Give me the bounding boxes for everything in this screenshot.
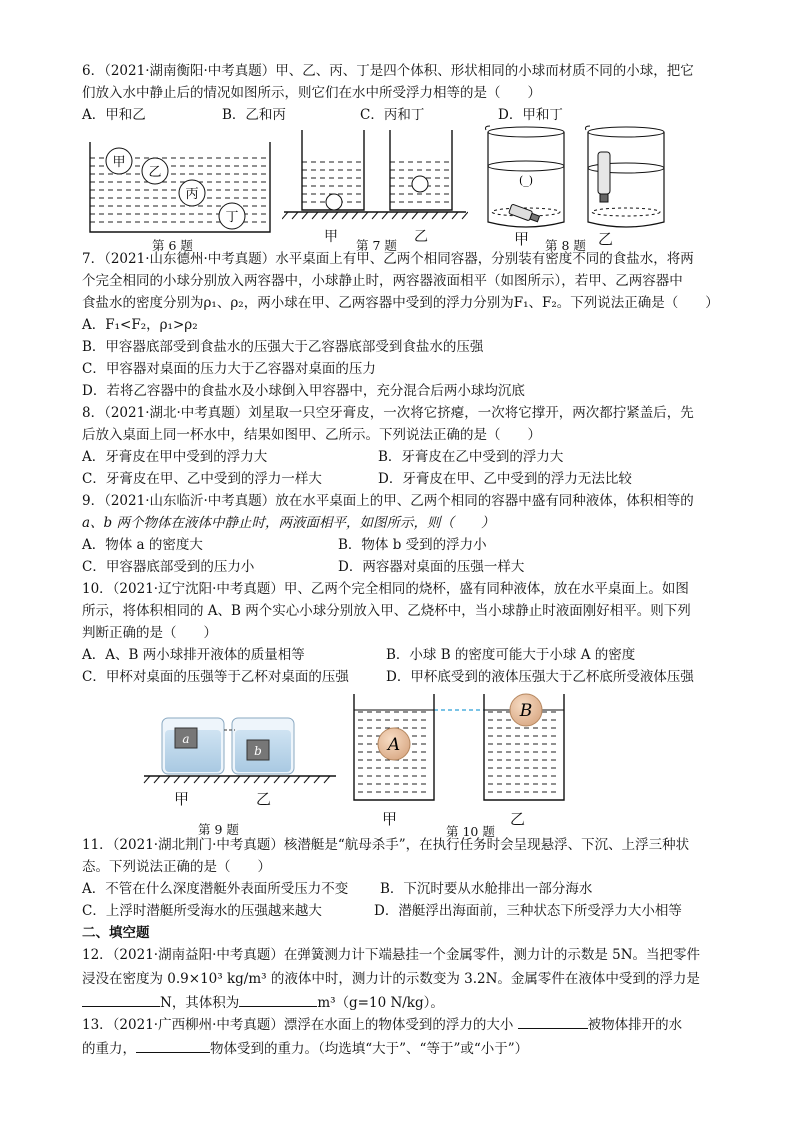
- q10-caption: 第 10 题: [446, 824, 495, 839]
- q6-option-c[interactable]: C．丙和丁: [360, 107, 425, 123]
- q9-option-c[interactable]: C．甲容器底部受到的压力小: [82, 559, 255, 575]
- svg-text:(_): (_): [518, 174, 534, 187]
- ball-label-jia: 甲: [112, 155, 126, 170]
- q10-line-3: 判断正确的是（ ）: [82, 625, 217, 641]
- ball-a-label: A: [387, 735, 401, 755]
- q10-label-jia: 甲: [382, 810, 398, 828]
- q8-caption: 第 8 题: [545, 238, 586, 253]
- ball-label-bing: 丙: [185, 187, 199, 202]
- q7-option-c[interactable]: C．甲容器对桌面的压力大于乙容器对桌面的压力: [82, 361, 376, 377]
- q8-option-b[interactable]: B．牙膏皮在乙中受到的浮力大: [378, 449, 564, 465]
- q8-line-1: 8．（2021·湖北·中考真题）刘星取一只空牙膏皮，一次将它挤瘪，一次将它撑开，两次都拧紧盖后，先: [82, 405, 694, 421]
- q12-line-3-b: m³（g=10 N/kg）。: [317, 995, 444, 1011]
- q9-line-2: a、b 两个物体在液体中静止时，两液面相平，如图所示，则（ ）: [82, 515, 495, 531]
- q12-line-3: [82, 994, 444, 1012]
- q10-line-1: 10．（2021·辽宁沈阳·中考真题）甲、乙两个完全相同的烧杯，盛有同种液体，放在水平桌面上。如图: [82, 581, 689, 597]
- q12-blank-1[interactable]: [82, 994, 160, 1007]
- expanded-tube: [598, 152, 610, 202]
- q10-option-b[interactable]: B．小球 B 的密度可能大于小球 A 的密度: [386, 647, 636, 663]
- object-a-label: a: [182, 732, 190, 746]
- q11-option-b[interactable]: B．下沉时要从水舱排出一部分海水: [380, 881, 593, 897]
- q11-line-2: 态。下列说法正确的是（ ）: [82, 859, 271, 875]
- q12-line-1: 12．（2021·湖南益阳·中考真题）在弹簧测力计下端悬挂一个金属零件，测力计的示数是 5N。当把零件: [82, 947, 701, 963]
- q7-label-jia: 甲: [324, 229, 338, 245]
- q7-label-yi: 乙: [414, 229, 428, 245]
- q6-line-2: 们放入水中静止后的情况如图所示，则它们在水中所受浮力相等的是（ ）: [82, 85, 541, 101]
- q7-figure: [282, 126, 468, 230]
- q10-option-c[interactable]: C．甲杯对桌面的压强等于乙杯对桌面的压强: [82, 669, 349, 685]
- q13-line-1-a: 13．（2021·广西柳州·中考真题）漂浮在水面上的物体受到的浮力的大小: [82, 1017, 514, 1033]
- q13-line-1: [82, 1016, 682, 1034]
- q9-line-1: 9．（2021·山东临沂·中考真题）放在水平桌面上的甲、乙两个相同的容器中盛有同种液体，体积相等的: [82, 493, 694, 509]
- q9-figure: [140, 708, 340, 788]
- ball-label-yi: 乙: [148, 165, 162, 180]
- q13-blank-2[interactable]: [136, 1040, 210, 1053]
- section-fill-in: 二、填空题: [82, 925, 150, 941]
- q10-line-2: 所示，将体积相同的 A、B 两个实心小球分别放入甲、乙烧杯中，当小球静止时液面刚好相平。则下列: [82, 603, 691, 619]
- q12-blank-2[interactable]: [239, 994, 317, 1007]
- q10-option-d[interactable]: D．甲杯底受到的液体压强大于乙杯底所受液体压强: [386, 669, 694, 685]
- flattened-tube: [509, 204, 541, 224]
- q13-line-2-b: 物体受到的重力。（均选填“大于”、“等于”或“小于”）: [210, 1041, 529, 1057]
- q7-ball-yi: [412, 176, 428, 192]
- q6-caption: 第 6 题: [152, 238, 193, 253]
- q9-label-yi: 乙: [256, 790, 272, 808]
- q7-ball-jia: [326, 194, 342, 210]
- object-b-label: b: [254, 744, 262, 758]
- ball-label-ding: 丁: [225, 210, 239, 225]
- q11-option-d[interactable]: D．潜艇浮出海面前，三种状态下所受浮力大小相等: [374, 903, 682, 919]
- q7-caption: 第 7 题: [356, 238, 397, 253]
- q10-label-yi: 乙: [510, 810, 526, 828]
- q8-option-c[interactable]: C．牙膏皮在甲、乙中受到的浮力一样大: [82, 471, 322, 487]
- q13-line-2: [82, 1040, 528, 1058]
- q7-line-3: 食盐水的密度分别为ρ₁、ρ₂，两小球在甲、乙两容器中受到的浮力分别为F₁、F₂。下列说法正确是（ ）: [82, 295, 719, 311]
- q8-label-yi: 乙: [598, 230, 614, 248]
- q13-line-1-b: 被物体排开的水: [587, 1017, 683, 1033]
- q9-label-jia: 甲: [174, 790, 190, 808]
- q7-line-2: 个完全相同的小球分别放入两容器中，小球静止时，两容器液面相平（如图所示），若甲、乙两容器中: [82, 273, 683, 289]
- q6-option-a[interactable]: A．甲和乙: [82, 107, 146, 123]
- q8-option-d[interactable]: D．牙膏皮在甲、乙中受到的浮力无法比较: [378, 471, 632, 487]
- q8-figure: [484, 124, 674, 232]
- q6-figure: [88, 136, 272, 236]
- q13-blank-1[interactable]: [518, 1016, 588, 1029]
- q10-figure: [352, 692, 566, 804]
- ball-b-label: B: [519, 701, 533, 721]
- q11-line-1: 11．（2021·湖北荆门·中考真题）核潜艇是“航母杀手”，在执行任务时会呈现悬浮、下沉、上浮三种状: [82, 837, 690, 853]
- q9-option-d[interactable]: D．两容器对桌面的压强一样大: [338, 559, 525, 575]
- q11-option-c[interactable]: C．上浮时潜艇所受海水的压强越来越大: [82, 903, 322, 919]
- q12-line-3-a: N，其体积为: [160, 995, 240, 1011]
- q6-option-b[interactable]: B．乙和丙: [222, 107, 286, 123]
- q11-option-a[interactable]: A．不管在什么深度潜艇外表面所受压力不变: [82, 881, 349, 897]
- q9-option-b[interactable]: B．物体 b 受到的浮力小: [338, 537, 487, 553]
- q7-option-b[interactable]: B．甲容器底部受到食盐水的压强大于乙容器底部受到食盐水的压强: [82, 339, 484, 355]
- q10-option-a[interactable]: A．A、B 两小球排开液体的质量相等: [82, 647, 305, 663]
- q7-line-1: 7．（2021·山东德州·中考真题）水平桌面上有甲、乙两个相同容器，分别装有密度不同的食盐水，将两: [82, 251, 694, 267]
- q8-option-a[interactable]: A．牙膏皮在甲中受到的浮力大: [82, 449, 268, 465]
- q9-caption: 第 9 题: [198, 822, 239, 837]
- q8-line-2: 后放入桌面上同一杯水中，结果如图甲、乙所示。下列说法正确的是（ ）: [82, 427, 541, 443]
- q8-label-jia: 甲: [514, 230, 530, 248]
- q9-option-a[interactable]: A．物体 a 的密度大: [82, 537, 203, 553]
- q12-line-2: 浸没在密度为 0.9×10³ kg/m³ 的液体中时，测力计的示数变为 3.2N。金属零件在液体中受到的浮力是: [82, 971, 700, 987]
- q6-line-1: 6．（2021·湖南衡阳·中考真题）甲、乙、丙、丁是四个体积、形状相同的小球而材质不同的小球，把它: [82, 63, 694, 79]
- q13-line-2-a: 的重力，: [82, 1041, 136, 1057]
- q6-option-d[interactable]: D．甲和丁: [498, 107, 563, 123]
- q7-option-a[interactable]: A．F₁<F₂，ρ₁>ρ₂: [82, 317, 198, 333]
- q7-option-d[interactable]: D．若将乙容器中的食盐水及小球倒入甲容器中，充分混合后两小球均沉底: [82, 383, 525, 399]
